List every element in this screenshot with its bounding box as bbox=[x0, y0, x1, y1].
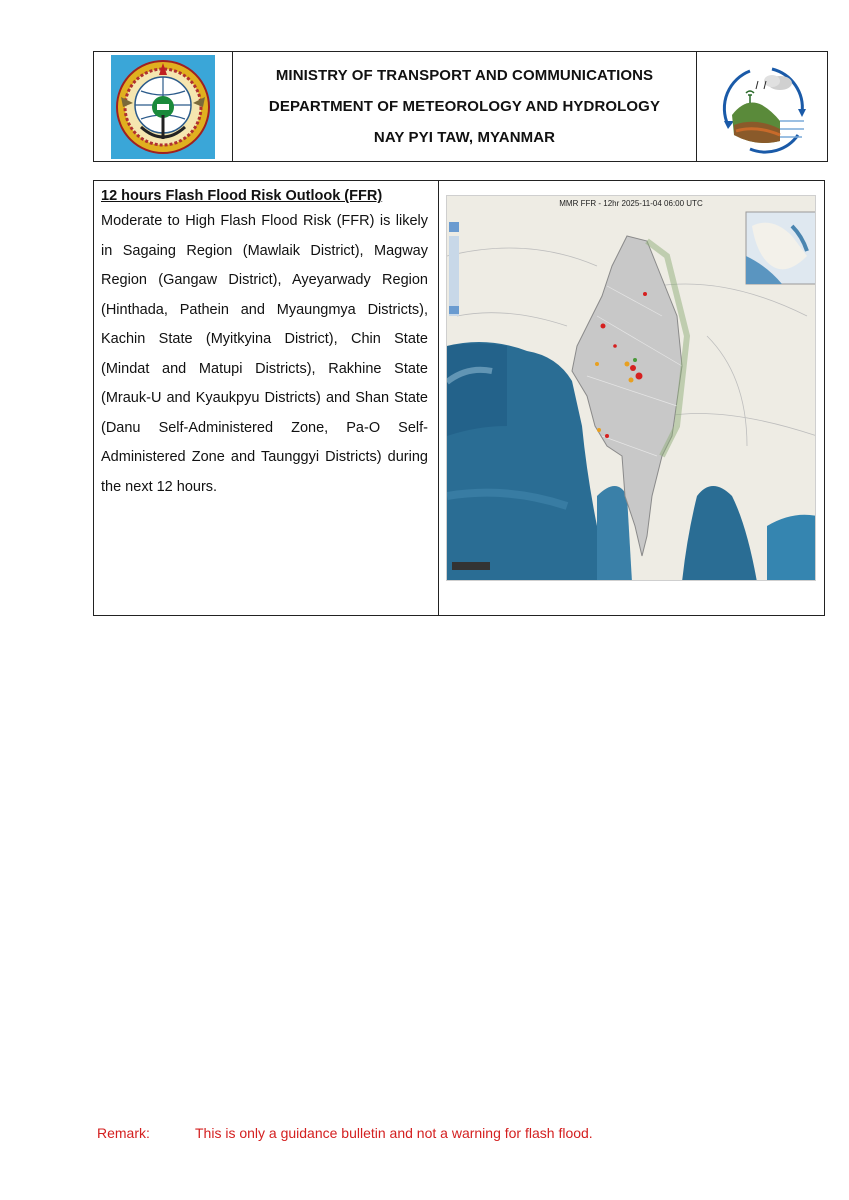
ffr-map bbox=[446, 195, 816, 581]
outlook-title: 12 hours Flash Flood Risk Outlook (FFR) bbox=[101, 188, 383, 204]
remark bbox=[97, 1125, 593, 1141]
outlook-text-cell bbox=[94, 181, 439, 615]
department-logo bbox=[696, 52, 827, 161]
outlook-table bbox=[93, 180, 825, 616]
ministry-logo bbox=[94, 52, 233, 161]
ministry-name: MINISTRY OF TRANSPORT AND COMMUNICATIONS bbox=[275, 67, 654, 84]
ffr-map-image bbox=[447, 196, 816, 581]
location-line: NAY PYI TAW, MYANMAR bbox=[373, 129, 556, 146]
header-table bbox=[93, 51, 828, 162]
outlook-map-cell bbox=[439, 181, 824, 615]
header-title-block bbox=[233, 52, 696, 161]
department-name: DEPARTMENT OF METEOROLOGY AND HYDROLOGY bbox=[268, 98, 661, 115]
map-caption: MMR FFR - 12hr 2025-11-04 06:00 UTC bbox=[559, 199, 703, 208]
hydrology-cycle-icon bbox=[710, 55, 814, 159]
remark-text: This is only a guidance bulletin and not a warning for flash flood. bbox=[195, 1125, 593, 1141]
ministry-emblem-icon bbox=[111, 55, 215, 159]
outlook-body: Moderate to High Flash Flood Risk (FFR) is likely in Sagaing Region (Mawlaik District), Magway Region (Gangaw District), Ayeyarwady Region (Hinthada, Pathein and Myaungmya Districts), Kachin State (Myitkyina District), Chin State (Mindat and Matupi Districts), Rakhine State (Mrauk-U and Kyaukpyu Districts) and Shan State (Danu Self-Administered Zone, Pa-O Self-Administered Zone and Taunggyi Districts) during the next 12 hours. bbox=[101, 213, 428, 495]
remark-label: Remark: bbox=[97, 1125, 150, 1141]
